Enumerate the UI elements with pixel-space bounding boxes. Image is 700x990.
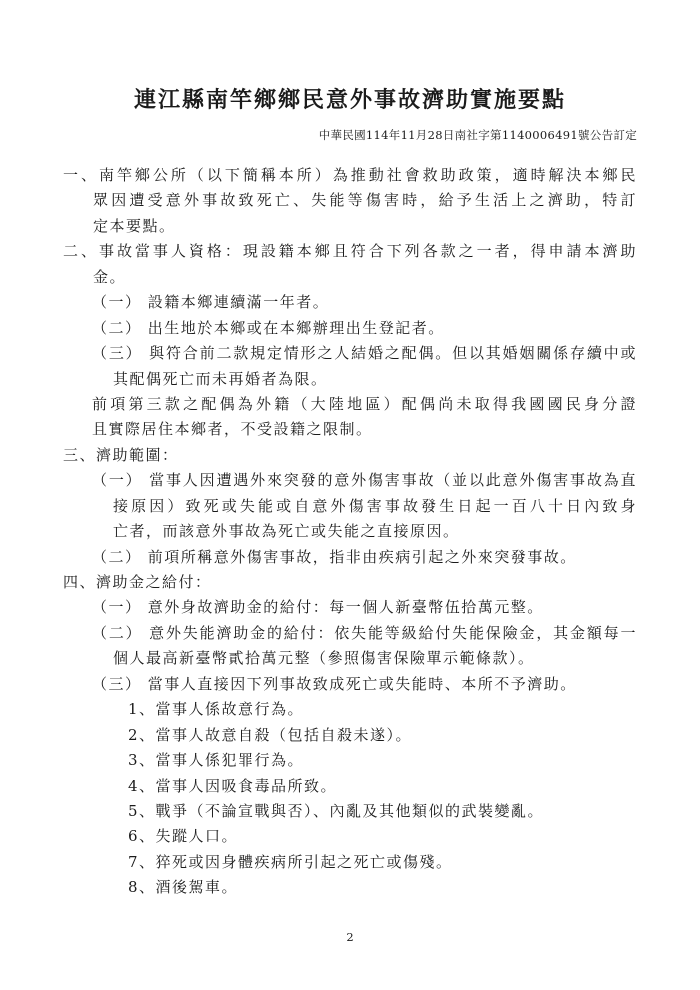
document-line: 一、南竿鄉公所（以下簡稱本所）為推動社會救助政策，適時解決本鄉民 [63, 166, 637, 184]
document-body [63, 163, 637, 901]
document-line: 1、當事人係故意行為。 [128, 700, 305, 719]
document-line: （二） 意外失能濟助金的給付：依失能等級給付失能保險金，其金額每一 [92, 623, 637, 642]
document-title: 連江縣南竿鄉鄉民意外事故濟助實施要點 [133, 87, 566, 113]
document-line: 金。 [93, 267, 127, 286]
document-line: （一） 當事人因遭遇外來突發的意外傷害事故（並以此意外傷害事故為直 [92, 471, 637, 490]
document-line: 2、當事人故意自殺（包括自殺未遂）。 [128, 725, 413, 744]
document-line: 前項第三款之配偶為外籍（大陸地區）配偶尚未取得我國國民身分證 [92, 394, 637, 413]
document-line: 6、失蹤人口。 [128, 827, 239, 846]
document-line: （一） 意外身故濟助金的給付：每一個人新臺幣伍拾萬元整。 [92, 598, 544, 617]
document-line: 4、當事人因吸食毒品所致。 [128, 776, 338, 795]
document-line: 四、濟助金之給付： [63, 573, 212, 591]
document-line: 二、事故當事人資格：現設籍本鄉且符合下列各款之一者，得申請本濟助 [63, 242, 637, 261]
document-line: 8、酒後駕車。 [128, 878, 239, 897]
document-line: （三） 與符合前二款規定情形之人結婚之配偶。但以其婚姻關係存續中或 [92, 344, 637, 363]
document-line: 三、濟助範圍： [63, 445, 179, 464]
document-line: 個人最高新臺幣貳拾萬元整（參照傷害保險單示範條款）。 [113, 649, 535, 668]
document-line: 眾因遭受意外事故致死亡、失能等傷害時，給予生活上之濟助，特訂 [93, 191, 637, 210]
document-line: 亡者，而該意外事故為死亡或失能之直接原因。 [113, 522, 460, 541]
document-line: （三） 當事人直接因下列事故致成死亡或失能時、本所不予濟助。 [92, 674, 577, 693]
document-line: （二） 前項所稱意外傷害事故，指非由疾病引起之外來突發事故。 [92, 547, 577, 566]
document-line: 5、戰爭（不論宣戰與否）、內亂及其他類似的武裝變亂。 [128, 801, 545, 820]
document-line: 且實際居住本鄉者，不受設籍之限制。 [92, 420, 373, 439]
document-line: 7、猝死或因身體疾病所引起之死亡或傷殘。 [128, 852, 453, 871]
document-line: 3、當事人係犯罪行為。 [128, 751, 305, 770]
publication-date-line: 中華民國114年11月28日南社字第1140006491號公告訂定 [318, 128, 637, 142]
document-line: （一） 設籍本鄉連續滿一年者。 [92, 293, 330, 312]
page-number: 2 [346, 930, 354, 944]
document-line: （二） 出生地於本鄉或在本鄉辦理出生登記者。 [92, 318, 445, 337]
document-line: 定本要點。 [93, 216, 176, 235]
document-line: 其配偶死亡而未再婚者為限。 [113, 369, 328, 388]
document-line: 接原因）致死或失能或自意外傷害事故發生日起一百八十日內致身 [113, 496, 637, 515]
